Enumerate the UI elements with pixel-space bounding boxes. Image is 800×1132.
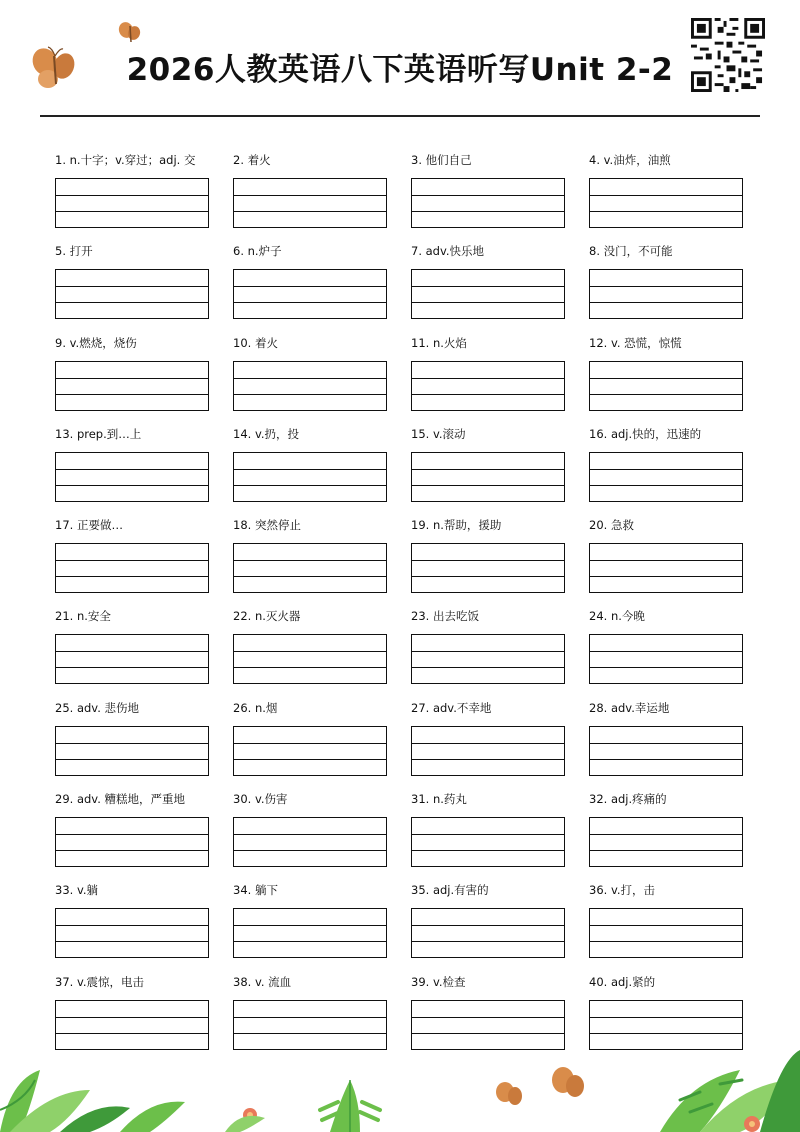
answer-lines[interactable]	[55, 908, 209, 958]
writing-line	[56, 667, 208, 668]
dictation-item	[411, 152, 565, 243]
writing-line	[412, 941, 564, 942]
answer-lines[interactable]	[55, 543, 209, 593]
item-prompt: 25. adv. 悲伤地	[55, 700, 140, 715]
writing-line	[412, 378, 564, 379]
writing-line	[590, 378, 742, 379]
writing-line	[56, 560, 208, 561]
dictation-item	[233, 882, 387, 973]
qr-code-icon	[691, 18, 765, 92]
writing-line	[590, 834, 742, 835]
answer-lines[interactable]	[55, 361, 209, 411]
dictation-item	[55, 517, 209, 608]
item-prompt: 40. adj.紧的	[589, 974, 656, 989]
writing-line	[590, 743, 742, 744]
item-prompt: 35. adj.有害的	[411, 883, 489, 898]
dictation-item	[589, 335, 743, 426]
writing-line	[234, 485, 386, 486]
writing-line	[590, 195, 742, 196]
writing-line	[56, 834, 208, 835]
item-prompt: 27. adv.不幸地	[411, 700, 492, 715]
dictation-item	[589, 426, 743, 517]
writing-line	[56, 378, 208, 379]
item-prompt: 16. adj.快的，迅速的	[589, 426, 702, 441]
butterfly-icon	[28, 44, 80, 92]
writing-line	[234, 743, 386, 744]
dictation-item	[411, 608, 565, 699]
answer-lines[interactable]	[233, 543, 387, 593]
writing-line	[412, 576, 564, 577]
answer-lines[interactable]	[411, 452, 565, 502]
answer-lines[interactable]	[55, 634, 209, 684]
dictation-item	[589, 882, 743, 973]
item-prompt: 31. n.药丸	[411, 792, 467, 807]
writing-line	[234, 651, 386, 652]
writing-line	[234, 286, 386, 287]
writing-line	[590, 925, 742, 926]
writing-line	[412, 651, 564, 652]
writing-line	[56, 469, 208, 470]
writing-line	[412, 211, 564, 212]
item-prompt: 29. adv. 糟糕地，严重地	[55, 792, 186, 807]
writing-line	[590, 394, 742, 395]
item-prompt: 10. 着火	[233, 335, 278, 350]
leaf-decoration	[0, 1040, 800, 1132]
writing-line	[56, 211, 208, 212]
item-prompt: 2. 着火	[233, 153, 271, 167]
writing-line	[234, 394, 386, 395]
answer-lines[interactable]	[55, 726, 209, 776]
dictation-item	[55, 791, 209, 882]
writing-line	[234, 1033, 386, 1034]
dictation-item	[411, 243, 565, 334]
writing-line	[56, 925, 208, 926]
writing-line	[234, 469, 386, 470]
writing-line	[56, 576, 208, 577]
writing-line	[590, 576, 742, 577]
item-prompt: 11. n.火焰	[411, 335, 467, 350]
dictation-grid	[55, 152, 745, 1065]
writing-line	[412, 743, 564, 744]
writing-line	[412, 485, 564, 486]
writing-line	[56, 485, 208, 486]
writing-line	[412, 394, 564, 395]
dictation-item	[233, 243, 387, 334]
answer-lines[interactable]	[233, 908, 387, 958]
writing-line	[590, 941, 742, 942]
writing-line	[56, 743, 208, 744]
writing-line	[234, 834, 386, 835]
item-prompt: 39. v.检查	[411, 974, 466, 989]
writing-line	[234, 378, 386, 379]
item-prompt: 21. n.安全	[55, 609, 111, 624]
dictation-item	[55, 243, 209, 334]
dictation-item	[411, 700, 565, 791]
butterfly-icon	[116, 18, 144, 46]
dictation-item	[55, 700, 209, 791]
writing-line	[412, 759, 564, 760]
dictation-item	[233, 335, 387, 426]
item-prompt: 12. v. 恐慌，惊慌	[589, 335, 682, 350]
answer-lines[interactable]	[411, 634, 565, 684]
dictation-item	[411, 335, 565, 426]
item-prompt: 9. v.燃烧，烧伤	[55, 335, 137, 350]
item-prompt: 20. 急救	[589, 518, 634, 533]
writing-line	[56, 651, 208, 652]
answer-lines[interactable]	[589, 361, 743, 411]
answer-lines[interactable]	[411, 908, 565, 958]
dictation-item	[233, 700, 387, 791]
writing-line	[56, 302, 208, 303]
answer-lines[interactable]	[589, 543, 743, 593]
answer-lines[interactable]	[411, 817, 565, 867]
writing-line	[590, 1017, 742, 1018]
item-prompt: 26. n.烟	[233, 700, 278, 715]
writing-line	[234, 1017, 386, 1018]
writing-line	[234, 941, 386, 942]
item-prompt: 13. prep.到…上	[55, 426, 142, 441]
item-prompt: 14. v.扔，投	[233, 426, 300, 441]
item-prompt: 34. 躺下	[233, 883, 278, 898]
answer-lines[interactable]	[411, 726, 565, 776]
dictation-item	[589, 791, 743, 882]
writing-line	[412, 834, 564, 835]
answer-lines[interactable]	[233, 452, 387, 502]
dictation-item	[233, 791, 387, 882]
answer-lines[interactable]	[233, 817, 387, 867]
writing-line	[412, 925, 564, 926]
item-prompt: 36. v.打，击	[589, 883, 656, 898]
item-prompt: 32. adj.疼痛的	[589, 792, 667, 807]
item-prompt: 22. n.灭火器	[233, 609, 301, 624]
item-prompt: 3. 他们自己	[411, 153, 472, 167]
writing-line	[590, 302, 742, 303]
writing-line	[234, 850, 386, 851]
dictation-item	[233, 608, 387, 699]
writing-line	[590, 485, 742, 486]
item-prompt: 24. n.今晚	[589, 609, 645, 624]
item-prompt: 18. 突然停止	[233, 518, 301, 533]
dictation-item	[233, 152, 387, 243]
answer-lines[interactable]	[589, 178, 743, 228]
dictation-item	[55, 882, 209, 973]
answer-lines[interactable]	[411, 361, 565, 411]
title-divider	[40, 115, 760, 117]
answer-lines[interactable]	[411, 269, 565, 319]
item-prompt: 15. v.滚动	[411, 426, 466, 441]
answer-lines[interactable]	[589, 908, 743, 958]
dictation-item	[233, 517, 387, 608]
writing-line	[590, 1033, 742, 1034]
writing-line	[234, 302, 386, 303]
item-prompt: 4. v.油炸，油煎	[589, 153, 671, 167]
writing-line	[590, 667, 742, 668]
writing-line	[412, 286, 564, 287]
item-prompt: 23. 出去吃饭	[411, 609, 479, 624]
dictation-item	[411, 791, 565, 882]
answer-lines[interactable]	[233, 269, 387, 319]
item-prompt: 37. v.震惊，电击	[55, 974, 145, 989]
writing-line	[590, 651, 742, 652]
writing-line	[590, 560, 742, 561]
item-prompt: 7. adv.快乐地	[411, 244, 485, 259]
writing-line	[234, 925, 386, 926]
answer-lines[interactable]	[55, 269, 209, 319]
writing-line	[590, 759, 742, 760]
answer-lines[interactable]	[589, 817, 743, 867]
answer-lines[interactable]	[233, 726, 387, 776]
item-prompt: 38. v. 流血	[233, 974, 292, 989]
item-prompt: 17. 正要做…	[55, 518, 123, 533]
writing-line	[412, 850, 564, 851]
dictation-item	[411, 426, 565, 517]
writing-line	[56, 394, 208, 395]
writing-line	[234, 211, 386, 212]
item-prompt: 30. v.伤害	[233, 792, 288, 807]
writing-line	[590, 850, 742, 851]
writing-line	[56, 850, 208, 851]
page-title: 2026人教英语八下英语听写Unit 2-2	[126, 52, 674, 88]
answer-lines[interactable]	[55, 817, 209, 867]
answer-lines[interactable]	[233, 634, 387, 684]
item-prompt: 19. n.帮助，援助	[411, 518, 502, 533]
writing-line	[56, 759, 208, 760]
writing-line	[56, 941, 208, 942]
writing-line	[412, 195, 564, 196]
writing-line	[412, 1017, 564, 1018]
writing-line	[56, 195, 208, 196]
dictation-item	[55, 335, 209, 426]
dictation-item	[589, 517, 743, 608]
item-prompt: 8. 没门，不可能	[589, 244, 673, 259]
dictation-item	[589, 243, 743, 334]
item-prompt: 1. n.十字；v.穿过；adj. 交	[55, 153, 196, 167]
writing-line	[56, 1017, 208, 1018]
dictation-item	[589, 700, 743, 791]
answer-lines[interactable]	[411, 543, 565, 593]
writing-line	[590, 211, 742, 212]
answer-lines[interactable]	[411, 178, 565, 228]
answer-lines[interactable]	[589, 269, 743, 319]
answer-lines[interactable]	[589, 634, 743, 684]
writing-line	[234, 195, 386, 196]
dictation-item	[589, 152, 743, 243]
answer-lines[interactable]	[589, 452, 743, 502]
dictation-item	[55, 608, 209, 699]
writing-line	[56, 286, 208, 287]
answer-lines[interactable]	[233, 178, 387, 228]
writing-line	[234, 667, 386, 668]
dictation-item	[233, 426, 387, 517]
dictation-item	[55, 426, 209, 517]
item-prompt: 28. adv.幸运地	[589, 700, 670, 715]
answer-lines[interactable]	[55, 452, 209, 502]
item-prompt: 33. v.躺	[55, 883, 99, 898]
dictation-item	[411, 517, 565, 608]
writing-line	[590, 469, 742, 470]
writing-line	[234, 576, 386, 577]
writing-line	[590, 286, 742, 287]
writing-line	[412, 302, 564, 303]
writing-line	[234, 560, 386, 561]
writing-line	[56, 1033, 208, 1034]
item-prompt: 5. 打开	[55, 244, 93, 259]
writing-line	[412, 1033, 564, 1034]
writing-line	[412, 667, 564, 668]
answer-lines[interactable]	[233, 361, 387, 411]
answer-lines[interactable]	[55, 178, 209, 228]
answer-lines[interactable]	[589, 726, 743, 776]
dictation-item	[411, 882, 565, 973]
dictation-item	[55, 152, 209, 243]
dictation-item	[589, 608, 743, 699]
item-prompt: 6. n.炉子	[233, 244, 282, 259]
writing-line	[234, 759, 386, 760]
writing-line	[412, 469, 564, 470]
writing-line	[412, 560, 564, 561]
